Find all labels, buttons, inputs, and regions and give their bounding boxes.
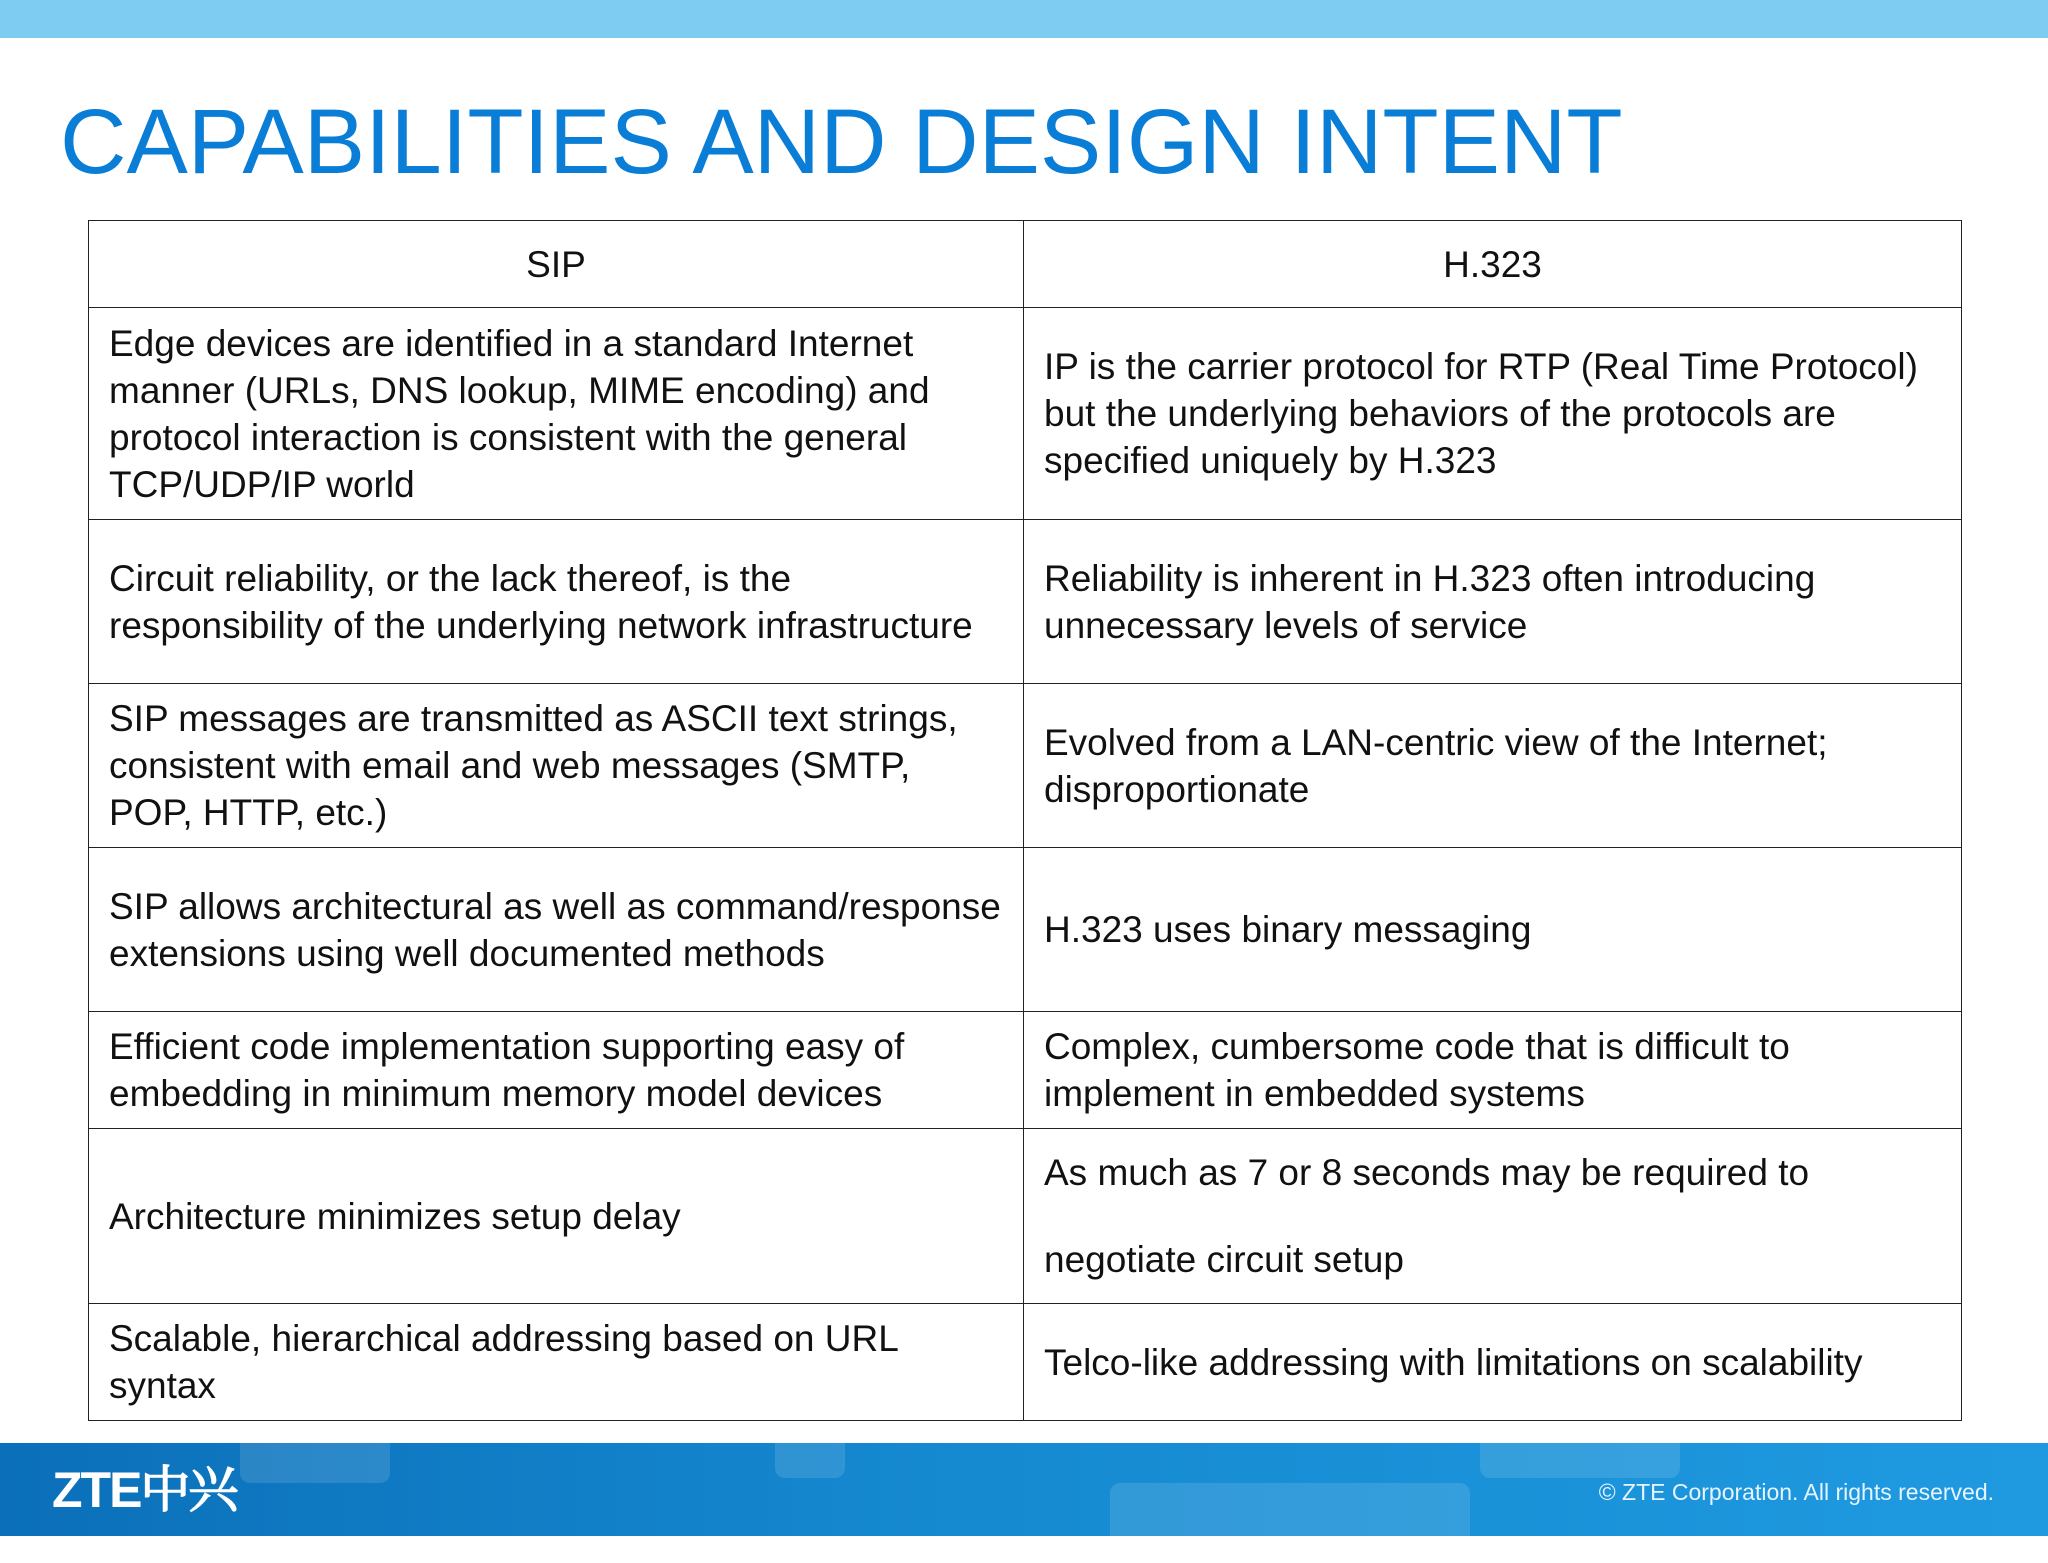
h323-cell: Evolved from a LAN-centric view of the Internet; disproportionate — [1024, 684, 1962, 848]
h323-cell: As much as 7 or 8 seconds may be required to negotiate circuit setup — [1024, 1129, 1962, 1304]
h323-cell: H.323 uses binary messaging — [1024, 848, 1962, 1012]
page-title: CAPABILITIES AND DESIGN INTENT — [60, 91, 1623, 193]
footer-decoration — [1110, 1483, 1470, 1563]
table-header-row — [89, 221, 1962, 308]
h323-cell: Telco-like addressing with limitations on scalability — [1024, 1304, 1962, 1421]
footer-decoration — [775, 1428, 845, 1478]
sip-cell: SIP allows architectural as well as command/response extensions using well documented methods — [89, 848, 1024, 1012]
footer-decoration — [1480, 1423, 1680, 1478]
top-accent-bar — [0, 0, 2048, 38]
comparison-table — [88, 220, 1962, 1421]
footer-bar — [0, 1443, 2048, 1536]
table-row — [89, 1012, 1962, 1129]
table-row — [89, 1129, 1962, 1304]
table-row — [89, 1304, 1962, 1421]
svg-text:ZTE中兴: ZTE中兴 — [52, 1462, 237, 1518]
table-row — [89, 848, 1962, 1012]
footer-decoration — [240, 1423, 390, 1483]
table-row — [89, 308, 1962, 520]
sip-cell: Circuit reliability, or the lack thereof, is the responsibility of the underlying network infrastructure — [89, 520, 1024, 684]
sip-cell: Edge devices are identified in a standard Internet manner (URLs, DNS lookup, MIME encoding) and protocol interaction is consistent with the general TCP/UDP/IP world — [89, 308, 1024, 520]
sip-cell: Scalable, hierarchical addressing based on URL syntax — [89, 1304, 1024, 1421]
table-row — [89, 684, 1962, 848]
sip-cell: SIP messages are transmitted as ASCII text strings, consistent with email and web messages (SMTP, POP, HTTP, etc.) — [89, 684, 1024, 848]
copyright-text: © ZTE Corporation. All rights reserved. — [1598, 1479, 1994, 1505]
h323-cell: Complex, cumbersome code that is difficult to implement in embedded systems — [1024, 1012, 1962, 1129]
h323-cell: IP is the carrier protocol for RTP (Real Time Protocol) but the underlying behaviors of the protocols are specified uniquely by H.323 — [1024, 308, 1962, 520]
zte-logo — [52, 1461, 237, 1519]
header-h323: H.323 — [1024, 221, 1962, 308]
h323-cell: Reliability is inherent in H.323 often introducing unnecessary levels of service — [1024, 520, 1962, 684]
sip-cell: Architecture minimizes setup delay — [89, 1129, 1024, 1304]
table-row — [89, 520, 1962, 684]
sip-cell: Efficient code implementation supporting easy of embedding in minimum memory model devices — [89, 1012, 1024, 1129]
header-sip: SIP — [89, 221, 1024, 308]
